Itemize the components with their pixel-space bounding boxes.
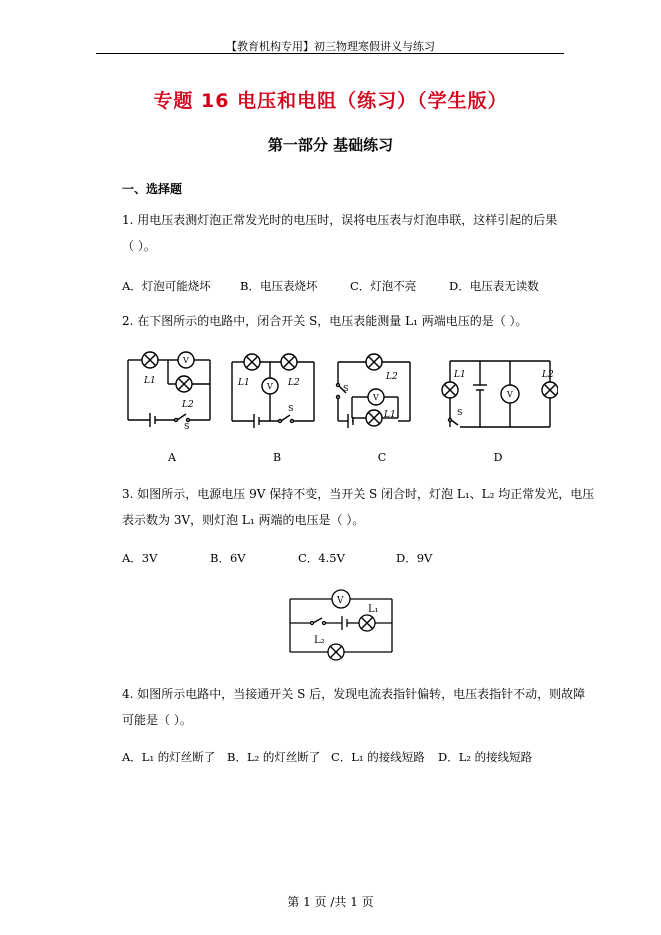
circuit-b-L1-label: L1	[238, 378, 250, 388]
q3-V-label: V	[337, 596, 344, 606]
q2-circuit-diagrams	[118, 345, 558, 430]
circuit-d-S-label: S	[457, 408, 463, 417]
q4-option-d: D．L₂ 的接线短路	[438, 750, 533, 764]
q1-option-d: D．电压表无读数	[449, 279, 539, 293]
circuit-d-L1-label: L1	[454, 370, 466, 380]
q4-option-b: B．L₂ 的灯丝断了	[227, 750, 321, 764]
circuit-c-L1-label: L1	[384, 410, 396, 420]
q4-option-a: A．L₁ 的灯丝断了	[122, 750, 216, 764]
q3-circuit-diagram	[282, 583, 402, 665]
circuit-a-L1-label: L1	[144, 376, 156, 386]
circuit-d-L2-label: L2	[542, 370, 554, 380]
page-footer: 第 1 页 /共 1 页	[287, 895, 374, 909]
circuit-c-S-label: S	[343, 384, 349, 393]
circuit-b	[232, 354, 314, 428]
circuit-a	[128, 352, 210, 427]
circuit-a-V-label: V	[183, 356, 189, 365]
q3-option-c: C．4.5V	[298, 551, 345, 565]
page-header: 【教育机构专用】初三物理寒假讲义与练习	[226, 40, 435, 53]
circuit-b-S-label: S	[288, 404, 294, 413]
circuit-c-caption: C	[377, 451, 387, 464]
header-divider	[96, 53, 564, 54]
circuit-a-caption: A	[168, 451, 176, 464]
circuit-a-L2-label: L2	[182, 400, 194, 410]
q3-stem-line1: 3. 如图所示，电源电压 9V 保持不变，当开关 S 闭合时，灯泡 L₁、L₂ 均正常发光，电压	[122, 487, 595, 501]
q1-option-b: B．电压表烧坏	[240, 279, 318, 293]
q3-L1-label: L₁	[368, 604, 379, 615]
q2-stem: 2. 在下图所示的电路中，闭合开关 S，电压表能测量 L₁ 两端电压的是（ ）。	[122, 314, 528, 328]
q3-L2-label: L₂	[314, 635, 325, 646]
circuit-d-V-label: V	[507, 390, 513, 399]
q4-stem-line1: 4. 如图所示电路中，当接通开关 S 后，发现电流表指针偏转，电压表指针不动，则故障	[122, 687, 586, 701]
circuit-c-L2-label: L2	[386, 372, 398, 382]
q1-stem-line2: （ ）。	[122, 239, 156, 253]
q3-option-d: D．9V	[396, 551, 433, 565]
circuit-d-caption: D	[493, 451, 503, 464]
circuit-b-V-label: V	[267, 382, 273, 391]
section-heading: 一、选择题	[122, 182, 183, 196]
q4-stem-line2: 可能是（ ）。	[122, 713, 192, 727]
page-title: 专题 16 电压和电阻（练习）（学生版）	[153, 90, 508, 112]
q1-stem-line1: 1. 用电压表测灯泡正常发光时的电压时，误将电压表与灯泡串联，这样引起的后果	[122, 213, 558, 227]
circuit-c-V-label: V	[373, 393, 379, 402]
circuit-b-L2-label: L2	[288, 378, 300, 388]
q3-option-b: B．6V	[210, 551, 246, 565]
part-heading: 第一部分 基础练习	[267, 136, 394, 154]
circuit-a-S-label: S	[184, 422, 190, 430]
q3-stem-line2: 表示数为 3V，则灯泡 L₁ 两端的电压是（ ）。	[122, 513, 365, 527]
q1-option-a: A．灯泡可能烧坏	[122, 279, 211, 293]
q1-option-c: C．灯泡不亮	[350, 279, 417, 293]
q3-option-a: A．3V	[122, 551, 158, 565]
circuit-b-caption: B	[272, 451, 282, 464]
q4-option-c: C．L₁ 的接线短路	[331, 750, 425, 764]
